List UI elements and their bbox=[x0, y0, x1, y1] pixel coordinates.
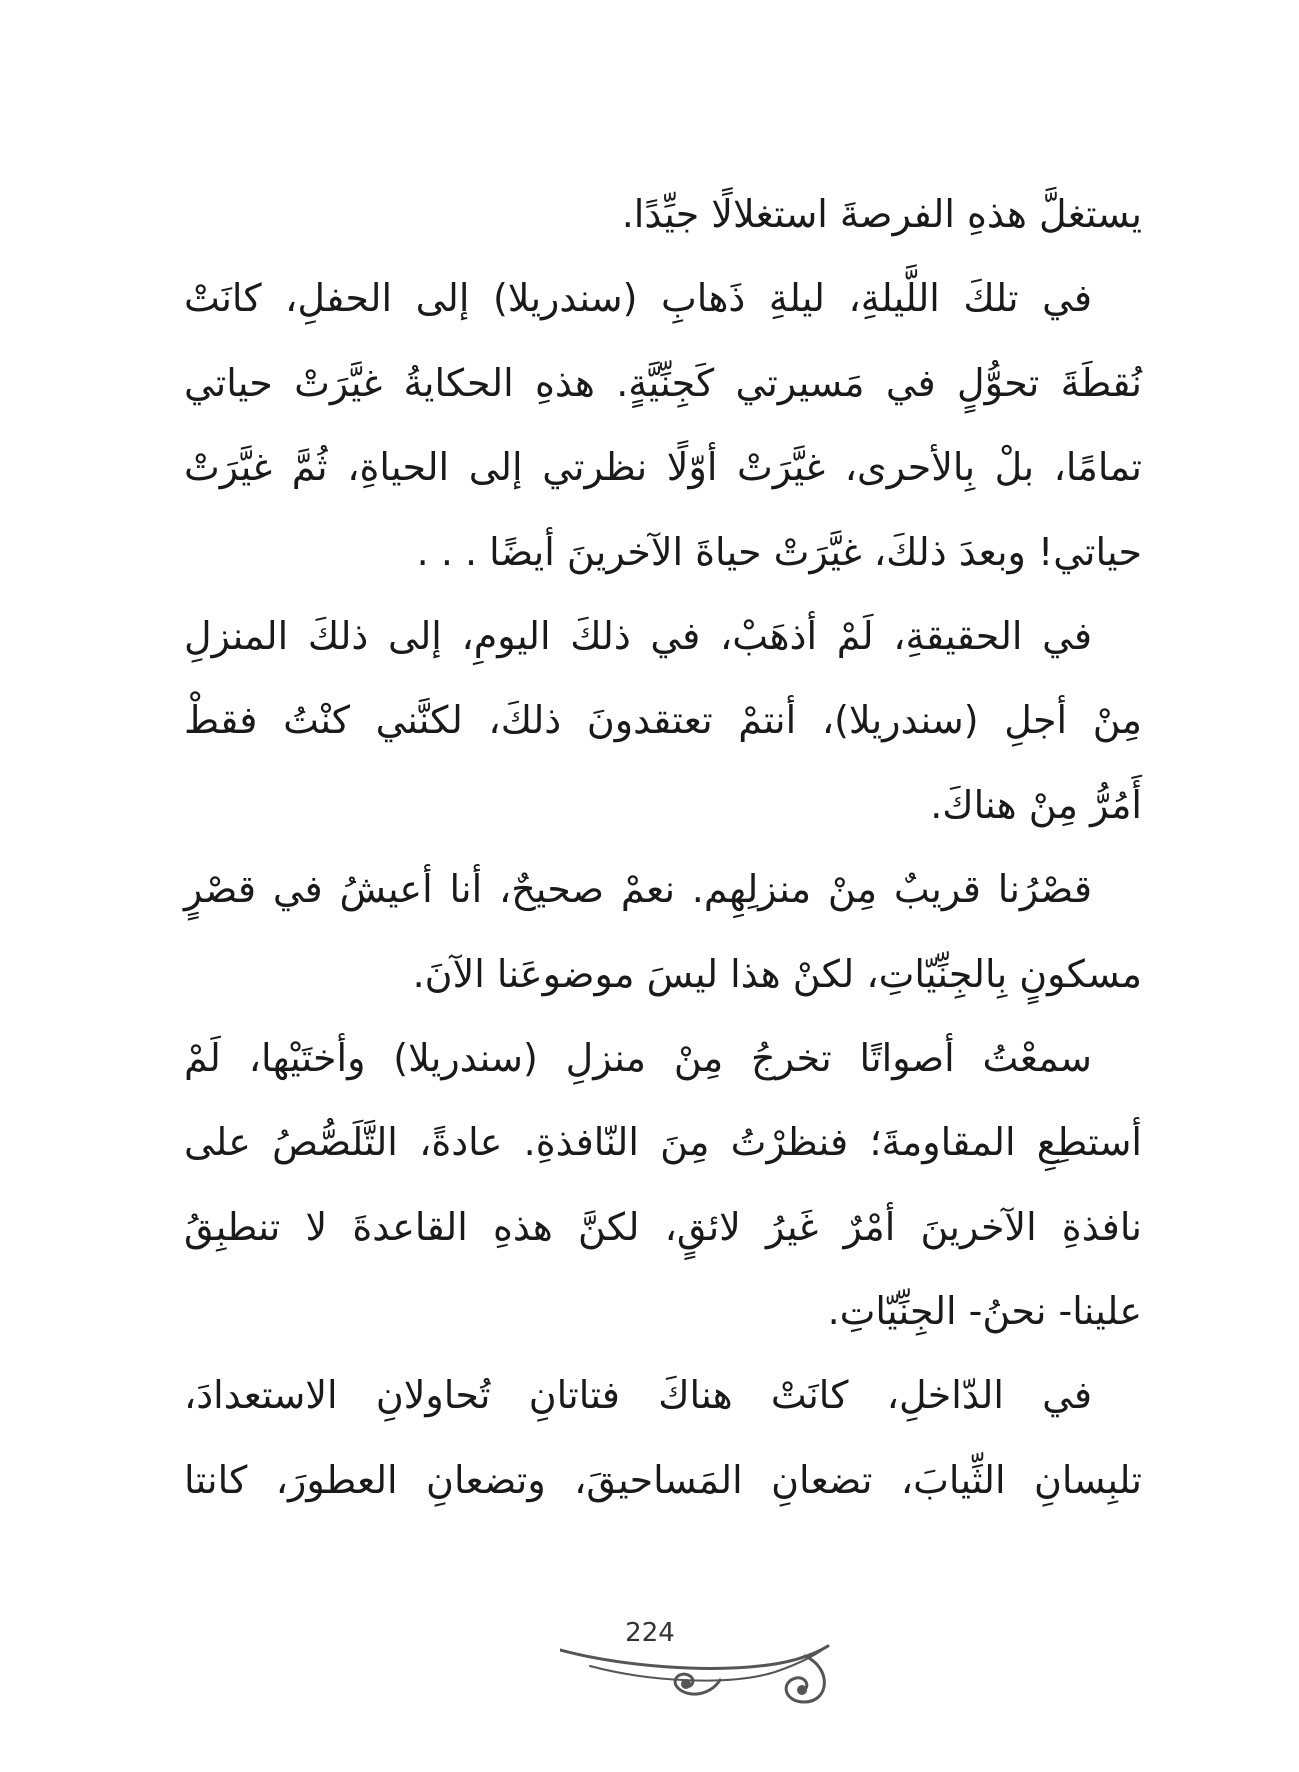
text-line: تمامًا، بلْ بِالأحرى، غيَّرَتْ أوّلًا نظرتي إلى الحياةِ، ثُمَّ غيَّرَتْ bbox=[184, 445, 1142, 490]
text-line: في الدّاخلِ، كانَتْ هناكَ فتاتانِ تُحاولانِ الاستعدادَ، bbox=[184, 1373, 1092, 1418]
text-line: سمعْتُ أصواتًا تخرجُ مِنْ منزلِ (سندريلا) وأختَيْها، لَمْ bbox=[184, 1035, 1092, 1080]
text-line: يستغلَّ هذهِ الفرصةَ استغلالًا جيِّدًا. bbox=[621, 192, 1142, 236]
page-footer bbox=[0, 1600, 1299, 1720]
text-line: نُقطَةَ تحوُّلٍ في مَسيرتي كَجِنِّيَّةٍ. هذهِ الحكايةُ غيَّرَتْ حياتي bbox=[184, 360, 1142, 405]
text-line: مسكونٍ بِالجِنِّيّاتِ، لكنْ هذا ليسَ موضوعَنا الآنَ. bbox=[412, 951, 1142, 996]
body-text bbox=[184, 172, 1142, 1522]
text-line: أَمُرُّ مِنْ هناكَ. bbox=[930, 782, 1142, 827]
text-line: في الحقيقةِ، لَمْ أذهَبْ، في ذلكَ اليومِ، إلى ذلكَ المنزلِ bbox=[184, 613, 1092, 658]
text-line: نافذةِ الآخرينَ أمْرٌ غَيرُ لائقٍ، لكنَّ هذهِ القاعدةَ لا تنطبِقُ bbox=[184, 1204, 1142, 1249]
text-line: أستطِعِ المقاومةَ؛ فنظرْتُ مِنَ النّافذةِ. عادةً، التَّلَصُّصُ على bbox=[184, 1120, 1142, 1165]
text-line: مِنْ أجلِ (سندريلا)، أنتمْ تعتقدونَ ذلكَ، لكنَّني كنْتُ فقطْ bbox=[184, 698, 1142, 743]
page-number: 224 bbox=[625, 1618, 675, 1648]
text-line: حياتي! وبعدَ ذلكَ، غيَّرَتْ حياةَ الآخرينَ أيضًا . . . bbox=[416, 529, 1142, 574]
text-line: تلبِسانِ الثِّيابَ، تضعانِ المَساحيقَ، وتضعانِ العطورَ، كانتا bbox=[184, 1457, 1142, 1502]
text-line: في تلكَ اللَّيلةِ، ليلةِ ذَهابِ (سندريلا) إلى الحفلِ، كانَتْ bbox=[184, 276, 1092, 321]
text-line: قصْرُنا قريبٌ مِنْ منزلِهِم. نعمْ صحيحٌ، أنا أعيشُ في قصْرٍ bbox=[184, 867, 1092, 912]
text-line: علينا- نحنُ- الجِنِّيّاتِ. bbox=[827, 1289, 1142, 1334]
